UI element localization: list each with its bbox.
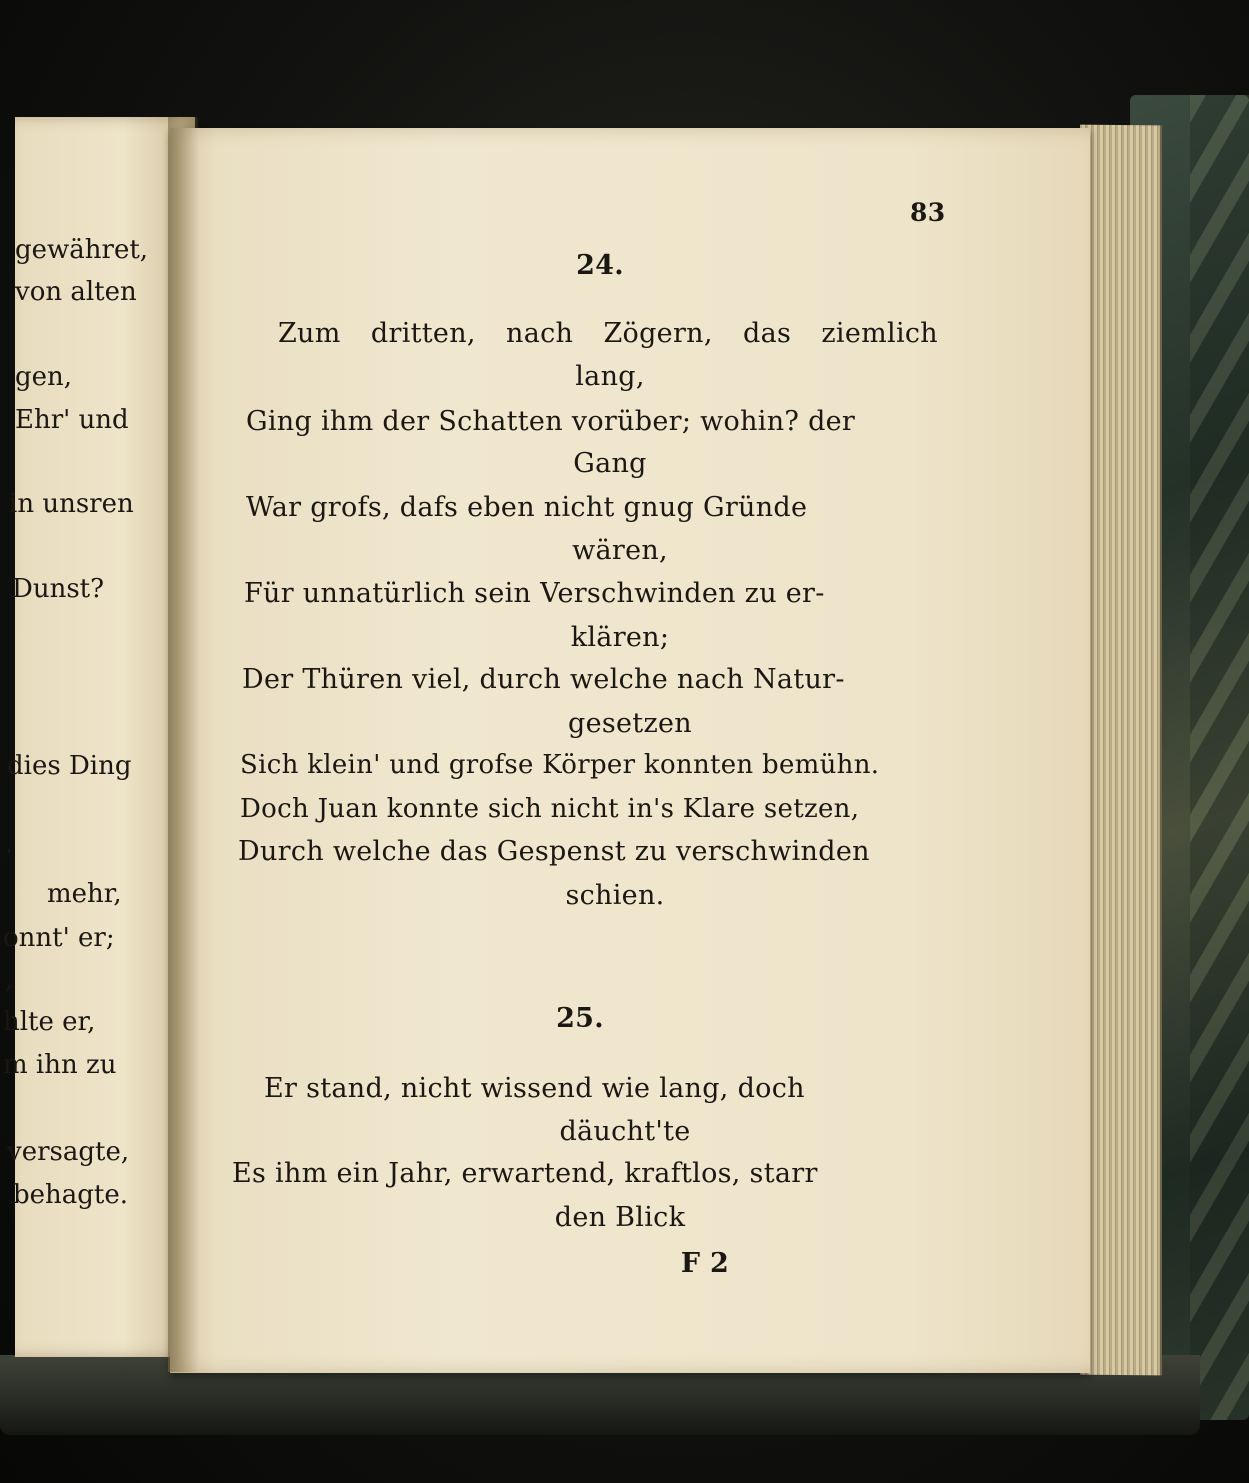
left-line: gen, <box>15 362 73 392</box>
verse-line: Zum dritten, nach Zögern, das ziemlich <box>278 318 938 349</box>
signature-mark: F 2 <box>680 1248 730 1279</box>
verse-line: lang, <box>575 361 645 392</box>
left-line: in unsren <box>9 489 134 519</box>
verse-line: wären, <box>572 535 668 566</box>
verse-line: klären; <box>570 622 670 653</box>
verse-line: däucht'te <box>559 1116 691 1147</box>
left-line: von alten <box>15 277 137 307</box>
left-line: . <box>5 829 14 859</box>
verse-line: den Blick <box>554 1202 686 1233</box>
left-line: onnt' er; <box>3 923 115 953</box>
verse-line: Er stand, nicht wissend wie lang, doch <box>264 1073 805 1104</box>
verse-line: gesetzen <box>568 708 692 739</box>
left-line: Ehr' und <box>15 405 129 435</box>
verse-line: Doch Juan konnte sich nicht in's Klare setzen, <box>240 794 860 824</box>
stanza-number: 25. <box>556 1003 604 1034</box>
verse-line: schien. <box>565 880 665 911</box>
left-line: m ihn zu <box>3 1050 117 1080</box>
left-line: behagte. <box>13 1180 129 1210</box>
stanza-number: 24. <box>576 250 624 281</box>
left-line: versagte, <box>7 1137 130 1167</box>
left-line: dies Ding <box>7 751 132 781</box>
verse-line: Ging ihm der Schatten vorüber; wohin? der <box>246 406 856 437</box>
right-page <box>170 128 1090 1373</box>
verse-line: Sich klein' und grofse Körper konnten bemühn. <box>240 750 880 780</box>
left-line: mehr, <box>47 879 122 909</box>
page-edges <box>1080 125 1162 1376</box>
left-line: , <box>5 965 14 995</box>
gutter-shadow <box>168 117 198 1372</box>
left-line: hlte er, <box>3 1007 96 1037</box>
left-line: Dunst? <box>12 574 105 604</box>
verse-line: Es ihm ein Jahr, erwartend, kraftlos, starr <box>232 1158 818 1189</box>
verse-line: Der Thüren viel, durch welche nach Natur- <box>242 664 845 695</box>
verse-line: War grofs, dafs eben nicht gnug Gründe <box>246 492 808 523</box>
verse-line: Für unnatürlich sein Verschwinden zu er- <box>244 578 825 609</box>
left-line: gewähret, <box>15 235 149 265</box>
verse-line: Durch welche das Gespenst zu verschwinden <box>238 836 870 867</box>
verse-line: Gang <box>573 448 647 479</box>
page-number: 83 <box>910 198 946 227</box>
